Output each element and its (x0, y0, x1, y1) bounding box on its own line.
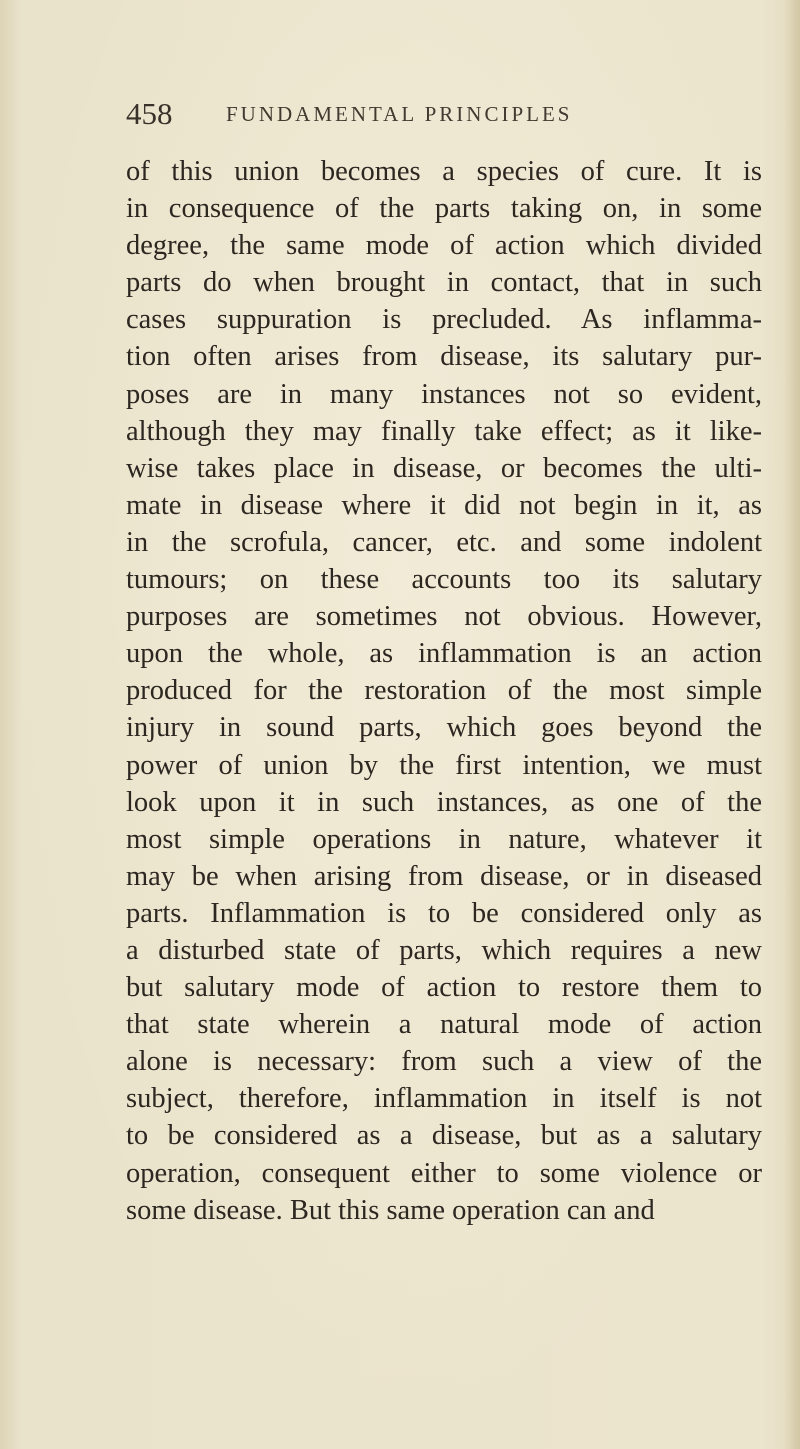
text-line: some disease. But this same operation can and (126, 1194, 655, 1226)
text-line: parts. Inflammation is to be considered only as (126, 897, 762, 929)
text-line: degree, the same mode of action which divided (126, 230, 762, 262)
text-line: most simple operations in nature, whatever it (126, 823, 762, 855)
text-line: wise takes place in disease, or becomes the ulti- (126, 452, 762, 484)
text-line: to be considered as a disease, but as a salutary (126, 1120, 762, 1152)
text-line: alone is necessary: from such a view of the (126, 1046, 762, 1078)
text-line: poses are in many instances not so evident, (126, 378, 762, 410)
page-edge-shadow (784, 0, 800, 1449)
running-title: FUNDAMENTAL PRINCIPLES (226, 102, 573, 126)
text-line: tumours; on these accounts too its salutary (126, 564, 762, 596)
text-line: although they may finally take effect; as it like- (126, 415, 762, 447)
text-line: upon the whole, as inflammation is an action (126, 638, 762, 670)
text-line: may be when arising from disease, or in diseased (126, 860, 762, 892)
text-line: parts do when brought in contact, that in such (126, 267, 762, 299)
text-line: operation, consequent either to some violence or (126, 1157, 762, 1189)
text-line: power of union by the first intention, we must (126, 749, 762, 781)
text-line: look upon it in such instances, as one of the (126, 786, 762, 818)
text-line: purposes are sometimes not obvious. However, (126, 601, 762, 633)
text-line: subject, therefore, inflammation in itself is not (126, 1083, 762, 1115)
page-number: 458 (126, 96, 173, 131)
text-line: tion often arises from disease, its salutary pur- (126, 341, 762, 373)
text-line: in consequence of the parts taking on, in some (126, 193, 762, 225)
text-line: a disturbed state of parts, which requires a new (126, 934, 762, 966)
text-line: produced for the restoration of the most simple (126, 675, 762, 707)
text-line: but salutary mode of action to restore them to (126, 972, 762, 1004)
page-header (126, 94, 706, 134)
text-line: of this union becomes a species of cure. It is (126, 156, 762, 187)
text-line: injury in sound parts, which goes beyond the (126, 712, 762, 744)
text-line: cases suppuration is precluded. As inflamma- (126, 304, 762, 336)
text-line: that state wherein a natural mode of action (126, 1009, 762, 1041)
body-text (126, 153, 762, 1229)
text-line: in the scrofula, cancer, etc. and some indolent (126, 526, 762, 558)
text-line: mate in disease where it did not begin in it, as (126, 489, 762, 521)
